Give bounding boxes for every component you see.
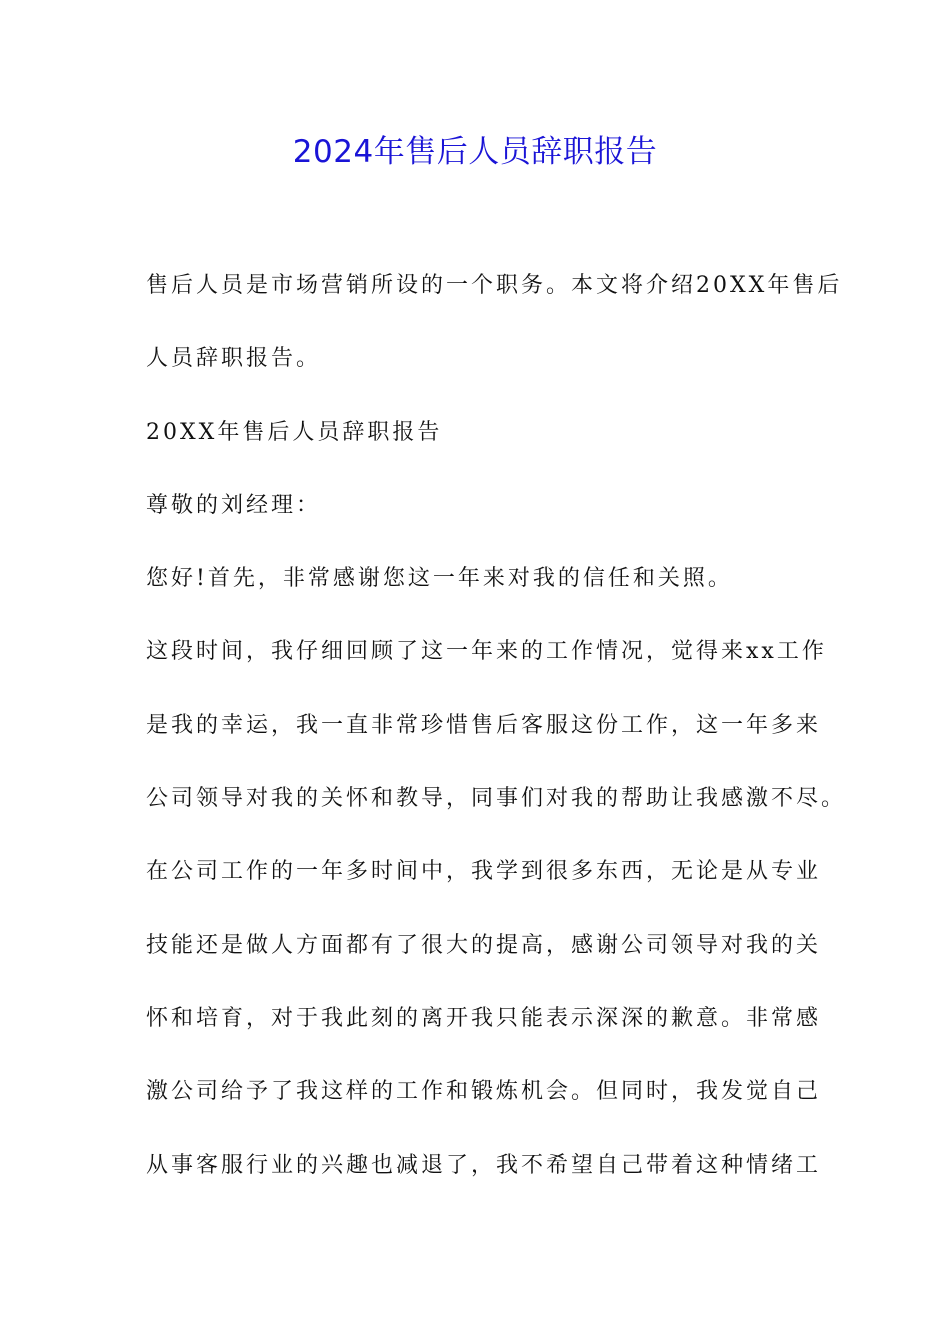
body-line: 怀和培育，对于我此刻的离开我只能表示深深的歉意。非常感 [146, 1005, 822, 1031]
body-line: 人员辞职报告。 [146, 346, 322, 372]
body-line: 20XX年售后人员辞职报告 [146, 419, 443, 445]
body-line: 售后人员是市场营销所设的一个职务。本文将介绍20XX年售后 [146, 273, 843, 298]
body-line: 从事客服行业的兴趣也减退了，我不希望自己带着这种情绪工 [146, 1152, 822, 1178]
body-line: 公司领导对我的关怀和教导，同事们对我的帮助让我感激不尽。 [146, 786, 847, 812]
body-line: 这段时间，我仔细回顾了这一年来的工作情况，觉得来xx工作 [146, 639, 827, 665]
body-line: 在公司工作的一年多时间中，我学到很多东西，无论是从专业 [146, 859, 822, 885]
body-line: 激公司给予了我这样的工作和锻炼机会。但同时，我发觉自己 [146, 1079, 822, 1105]
body-line: 尊敬的刘经理： [146, 492, 322, 518]
document-title: 2024年售后人员辞职报告 [292, 134, 658, 170]
body-line: 您好!首先，非常感谢您这一年来对我的信任和关照。 [146, 566, 733, 592]
body-line: 是我的幸运，我一直非常珍惜售后客服这份工作，这一年多来 [146, 712, 822, 738]
body-line: 技能还是做人方面都有了很大的提高，感谢公司领导对我的关 [146, 932, 822, 958]
document-body [146, 258, 847, 1211]
